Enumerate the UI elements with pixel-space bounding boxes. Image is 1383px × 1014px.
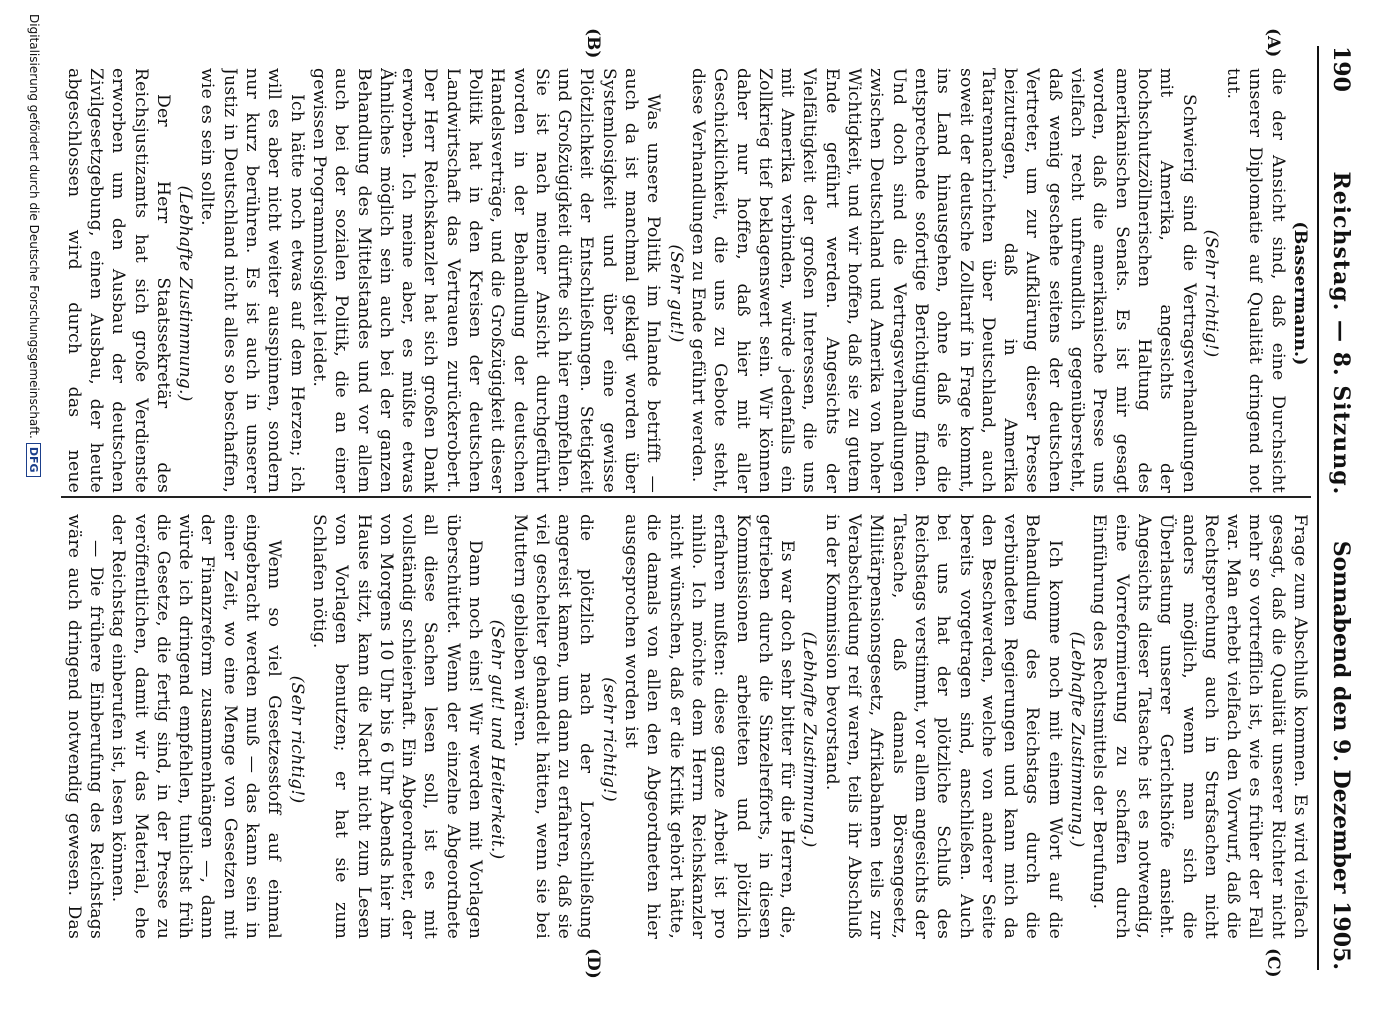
interjection: (Lebhafte Zustimmung.) [175, 185, 196, 402]
digitization-credit [26, 6, 41, 1014]
paragraph: — Die frühere Einberufung des Reichstags wäre auch dringend notwendig gewesen. Das [63, 514, 106, 939]
paragraph: die plötzlich nach der Loreschließung angereist kamen, um dann zu erfahren, daß sie viel geschelter gehandelt hätten, wenn sie bei Muttern geblieben wären. [509, 514, 597, 939]
paragraph: Wenn so viel Gesetzesstoff auf einmal eingebracht werden muß — das kann sein in einer Zeit, wo eine Menge von Gesetzen mit der Finanzreform zusammenhängen —, dann würde ich dringend empfehlen, tunlichst früh die Gesetze, die fertig sind, in der Presse zu veröffentlichen, damit wir das Material, ehe der Reichstag einberufen ist, lesen können. [108, 514, 285, 939]
margin-marker-c: (C) [1263, 948, 1283, 978]
interjection: (Sehr richtig!) [286, 675, 307, 804]
speaker-name: (Bassermann.) [1290, 221, 1310, 366]
paragraph: Dann noch eins! Wir werden mit Vorlagen überschüttet. Wenn der einzelne Abgeordnete all diese Sachen lesen soll, ist es mit vollständig schleierhaft. Ein Abgeordneter, der von Morgens 10 Uhr bis 6 Uhr Abends hier im Hause sitzt, kann die Nacht nicht zum Lesen von Vorlagen benutzen; er hat sie zum Schlafen nötig. [308, 514, 486, 939]
page-footer [0, 6, 41, 994]
paragraph: Schwierig sind die Vertragsverhandlungen mit Amerika, angesichts der hochschutzzöllnerischen Haltung des amerikanischen Senats. Es ist mir gesagt worden, daß die amerikanische Presse uns vielfach recht unfreundlich gegenübersteht, daß wenig geschehe seitens der deutschen Vertreter, um zur Aufklärung dieser Presse beizutragen, daß in Amerika Tatarennachrichten über Deutschland, auch soweit der deutsche Zolltarif in Frage kommt, ins Land hinausgehen, ohne daß sie die entsprechende sofortige Berichtigung finden. Und doch sind die Vertragsverhandlungen zwischen Deutschland und Amerika von hoher Wichtigkeit, und wir hoffen, daß sie zu gutem Ende geführt werden. Angesichts der Vielfältigkeit der großen Interessen, die uns mit Amerika verbinden, würde jedenfalls ein Zollkrieg tief beklagenswert sein. Wir können daher nur hoffen, daß hier mit aller Geschicklichkeit, die uns zu Gebote steht, diese Verhandlungen zu Ende geführt werden. [687, 68, 1199, 493]
credit-text: Digitalisierung gefördert durch die Deutsche Forschungsgemeinschaft. [27, 14, 41, 439]
interjection: (Lebhafte Zustimmung.) [1067, 631, 1088, 848]
left-column [61, 68, 1311, 493]
paragraph: Der Herr Staatssekretär des Reichsjustizamts hat sich große Verdienste erworben um den Ausbau der deutschen Zivilgesetzgebung, einen Ausbau, der heute abgeschlossen wird durch das neue [63, 68, 173, 493]
paragraph: Ich hätte noch etwas auf dem Herzen; ich will es aber nicht weiter ausspinnen, sondern nur kurz berühren. Es ist auch in unserer Justiz in Deutschland nicht alles so beschaffen, wie es sein sollte. [197, 68, 307, 493]
paragraph: Es war doch sehr bitter für die Herren, die, getrieben durch die Sinzelrefforts, in diesen Kommissionen arbeiteten und plötzlich erfahren mußten: diese ganze Arbeit ist pro nihilo. Ich möchte dem Herrn Reichskanzler nicht wünschen, daß er die Kritik gehört hätte, die damals von allen den Abgeordneten hier ausgesprochen worden ist [621, 514, 798, 939]
right-column [61, 514, 1311, 939]
margin-marker-b: (B) [583, 28, 603, 59]
interjection: (Sehr richtig!) [1200, 229, 1221, 358]
margin-marker-a: (A) [1263, 28, 1283, 58]
page-header [1321, 46, 1361, 970]
paragraph: Ich komme noch mit einem Wort auf die Behandlung des Reichstags durch die verbündeten Regierungen und kann mich da den Beschwerden, welche von anderer Seite bereits vorgetragen sind, anschließen. Auch bei uns hat der plötzliche Schluß des Reichstags verstimmt, vor allem angesichts der Tatsache, daß damals Börsengesetz, Militärpensionsgesetz, Afrikabahnen teils zur Verabschiedung reif waren, teils ihr Abschluß in der Kommission bevorstand. [821, 514, 1065, 939]
column-divider [61, 496, 1311, 498]
paragraph: Was unsere Politik im Inlande betrifft — auch da ist manchmal geklagt worden über Systemlosigkeit und über eine gewisse Plötzlichkeit der Entschließungen. Stetigkeit und Großzügigkeit dürfte sich hier empfehlen. Sie ist nach meiner Ansicht durchgeführt worden in der Behandlung der deutschen Handelsverträge, und die Großzügigkeit dieser Politik hat in den Kreisen der deutschen Landwirtschaft das Vertrauen zurückerobert. Der Herr Reichskanzler hat sich großen Dank erworben. Ich meine aber, es müßte etwas Ähnliches möglich sein auch bei der ganzen Behandlung des Mittelstandes und vor allem auch bei der sozialen Politik, die an einer gewissen Programmlosigkeit leidet. [308, 68, 664, 493]
interjection: (Sehr gut! und Heiterkeit.) [487, 619, 508, 860]
dfg-logo: DFG [26, 443, 41, 477]
header-date: Sonnabend den 9. Dezember 1905. [1328, 540, 1354, 970]
page-number: 190 [1328, 46, 1354, 92]
interjection: (Lebhafte Zustimmung.) [799, 631, 820, 848]
header-rule [1317, 46, 1319, 970]
paragraph: die der Ansicht sind, daß eine Durchsicht unserer Diplomatie auf Qualität dringend not tut. [1223, 68, 1288, 493]
margin-marker-d: (D) [583, 948, 603, 979]
interjection: (sehr richtig!) [598, 677, 619, 802]
header-title: Reichstag. — 8. Sitzung. [1328, 171, 1354, 496]
interjection: (Sehr gut!) [665, 244, 686, 343]
paragraph: Frage zum Abschluß kommen. Es wird vielfach gesagt, daß die Qualität unserer Richter nicht mehr so vortrefflich ist, wie es früher der Fall war. Man erhebt vielfach den Vorwurf, daß die Rechtsprechung auch in Strafsachen nicht anders möglich, wenn man sich die Überlastung unserer Gerichtshöfe ansieht. Angesichts dieser Tatsache ist es notwendig, eine Vorreformierung zu schaffen durch Einführung des Rechtsmittels der Berufung. [1089, 514, 1310, 939]
